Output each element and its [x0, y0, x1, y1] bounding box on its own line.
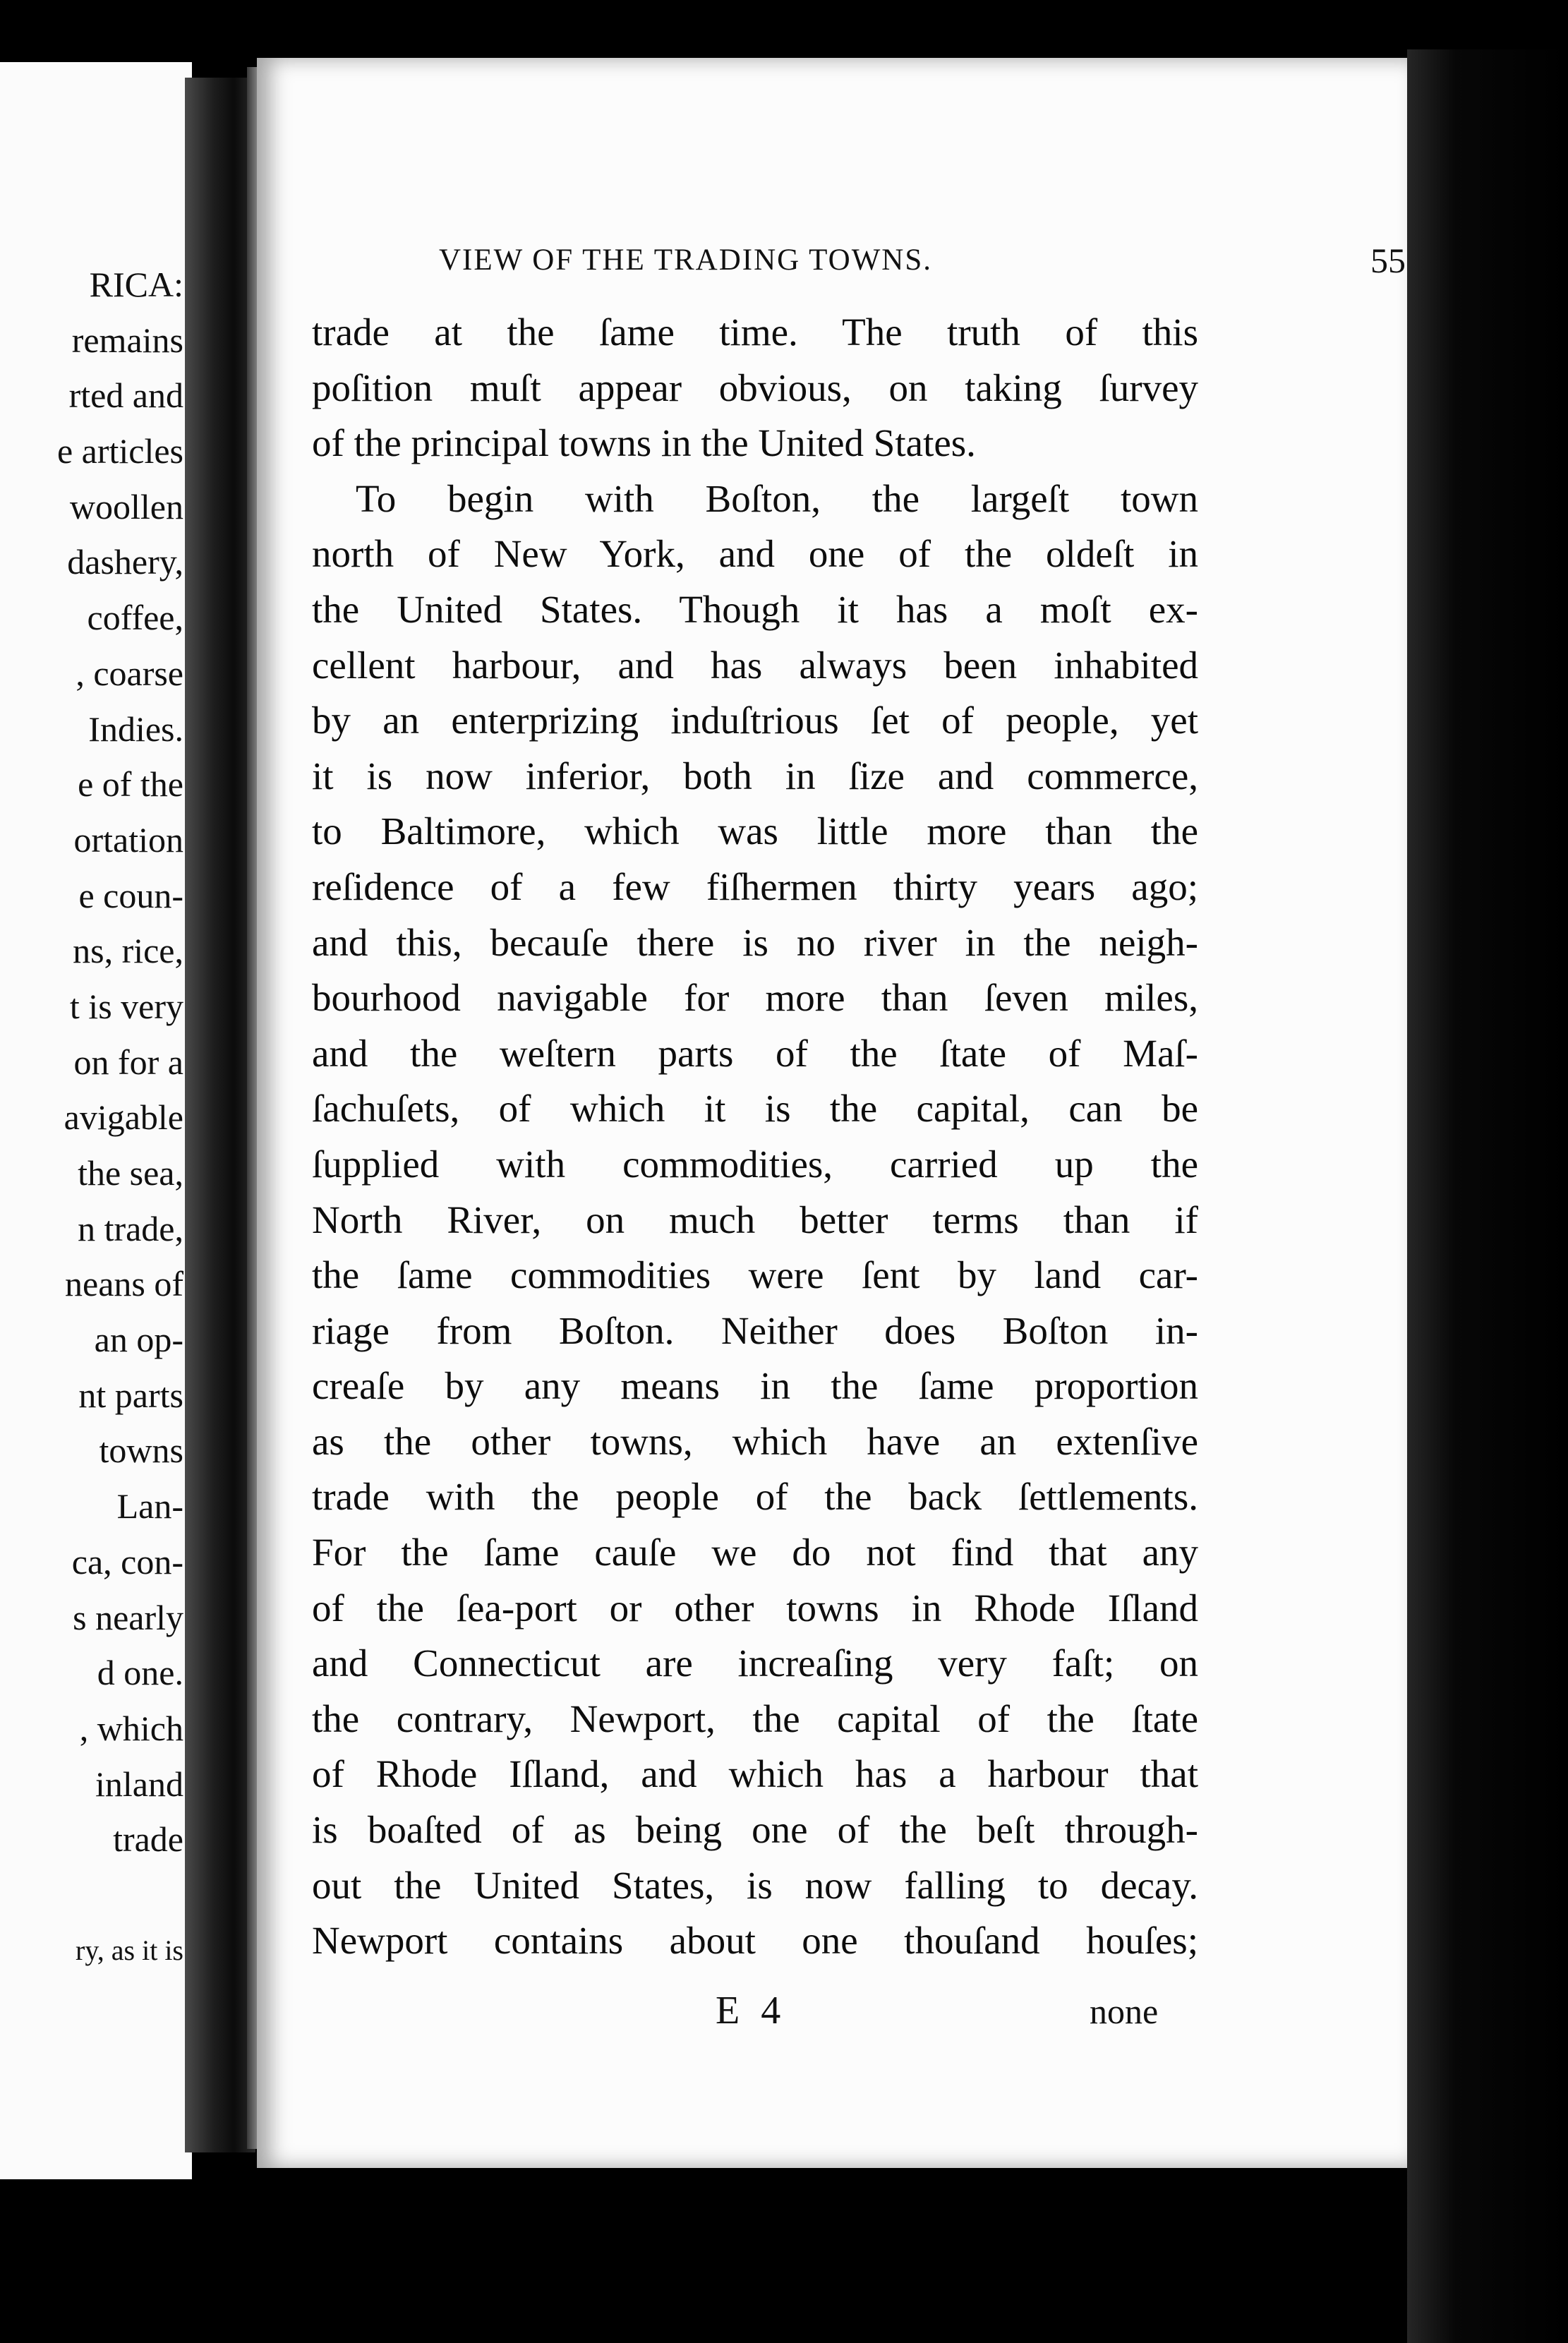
- text-line: and the weſtern parts of the ſtate of Maſ-: [312, 1031, 1198, 1075]
- catchword: none: [1090, 1992, 1159, 2031]
- text-line: the contrary, Newport, the capital of the ſtate: [312, 1697, 1198, 1740]
- text-line: riage from Boſton. Neither does Boſton in-: [312, 1308, 1198, 1352]
- text-line: of the ſea-port or other towns in Rhode Iſland: [312, 1586, 1198, 1630]
- previous-page-line: [57, 1867, 183, 1923]
- text-line: reſidence of a few fiſhermen thirty years ago;: [312, 865, 1198, 908]
- previous-page-line: Indies.: [88, 709, 183, 749]
- previous-page-line: dashery,: [67, 542, 183, 582]
- previous-page-line: inland: [95, 1764, 183, 1804]
- text-line: and Connecticut are increaſing very faſt; on: [312, 1642, 1198, 1685]
- previous-page-line: , coarse: [76, 653, 183, 693]
- page-edge-shadow: [1407, 49, 1568, 2343]
- signature-mark: E 4: [716, 1989, 787, 2032]
- text-line: to Baltimore, which was little more than the: [312, 809, 1198, 853]
- previous-page-line: e articles: [56, 431, 183, 471]
- text-line: bourhood navigable for more than ſeven miles,: [312, 976, 1198, 1020]
- page-footer: [257, 1988, 1407, 2044]
- text-line: is boaſted of as being one of the beſt through-: [312, 1808, 1198, 1852]
- running-head: [439, 243, 1406, 292]
- previous-page-line: avigable: [64, 1097, 183, 1138]
- previous-page-line: d one.: [97, 1653, 183, 1693]
- paragraph-start-line: To begin with Boſton, the largeſt town: [356, 476, 1198, 520]
- text-line: Newport contains about one thouſand houſes;: [312, 1919, 1198, 1963]
- text-line: cellent harbour, and has always been inhabited: [312, 643, 1198, 687]
- page-number: 55: [1370, 241, 1406, 280]
- text-line: out the United States, is now falling to decay.: [312, 1863, 1198, 1907]
- previous-page-line: e coun-: [78, 875, 183, 915]
- text-line: trade at the ſame time. The truth of this: [312, 311, 1198, 354]
- text-line: as the other towns, which have an extenſive: [312, 1419, 1198, 1463]
- text-line: poſition muſt appear obvious, on taking ſurvey: [312, 366, 1198, 409]
- text-line: by an enterprizing induſtrious ſet of people, yet: [312, 699, 1198, 742]
- previous-page-line: neans of: [65, 1264, 183, 1304]
- previous-page-line: ortation: [73, 819, 183, 860]
- text-line: ſachuſets, of which it is the capital, can be: [312, 1087, 1198, 1131]
- body-text: [312, 305, 1198, 1969]
- text-line: and this, becauſe there is no river in the neigh-: [312, 920, 1198, 964]
- previous-page-line: the sea,: [78, 1153, 183, 1193]
- previous-page-line: e of the: [78, 764, 183, 805]
- previous-page-line: Lan-: [116, 1486, 183, 1526]
- text-line: it is now inferior, both in ſize and commerce,: [312, 754, 1198, 797]
- previous-page-line: an op-: [94, 1320, 183, 1360]
- book-gutter: [185, 78, 255, 2152]
- text-line: North River, on much better terms than if: [312, 1198, 1198, 1241]
- text-line: the United States. Though it has a moſt ex-: [312, 587, 1198, 631]
- text-line: north of New York, and one of the oldeſt in: [312, 532, 1198, 576]
- previous-page-line: t is very: [69, 986, 183, 1026]
- previous-page: [0, 62, 192, 2179]
- previous-page-line: , which: [79, 1708, 183, 1748]
- previous-page-line: coffee,: [87, 598, 183, 638]
- text-line: creaſe by any means in the ſame proportion: [312, 1364, 1198, 1408]
- previous-page-line: remains: [71, 320, 183, 360]
- text-line: ſupplied with commodities, carried up the: [312, 1142, 1198, 1186]
- previous-page-line: n trade,: [78, 1208, 183, 1248]
- previous-page-line: ry, as it is: [76, 1934, 183, 1966]
- current-page: [257, 58, 1407, 2168]
- previous-page-line: towns: [99, 1431, 183, 1471]
- previous-page-line: ca, con-: [71, 1541, 183, 1582]
- previous-page-line: ns, rice,: [73, 931, 183, 971]
- previous-page-line: s nearly: [73, 1597, 183, 1637]
- previous-page-line: woollen: [69, 486, 183, 526]
- running-title: VIEW OF THE TRADING TOWNS.: [439, 243, 932, 277]
- previous-page-text: [57, 257, 183, 1978]
- text-line: the ſame commodities were ſent by land car-: [312, 1253, 1198, 1297]
- text-line: trade with the people of the back ſettlements.: [312, 1475, 1198, 1519]
- previous-page-line: nt parts: [78, 1375, 183, 1415]
- previous-page-line: on for a: [73, 1042, 183, 1082]
- text-line: For the ſame cauſe we do not find that any: [312, 1531, 1198, 1574]
- text-line: of the principal towns in the United States.: [312, 421, 976, 465]
- text-line: of Rhode Iſland, and which has a harbour that: [312, 1752, 1198, 1796]
- previous-page-line: RICA:: [89, 265, 183, 304]
- previous-page-line: trade: [113, 1819, 183, 1860]
- previous-page-line: rted and: [68, 375, 183, 416]
